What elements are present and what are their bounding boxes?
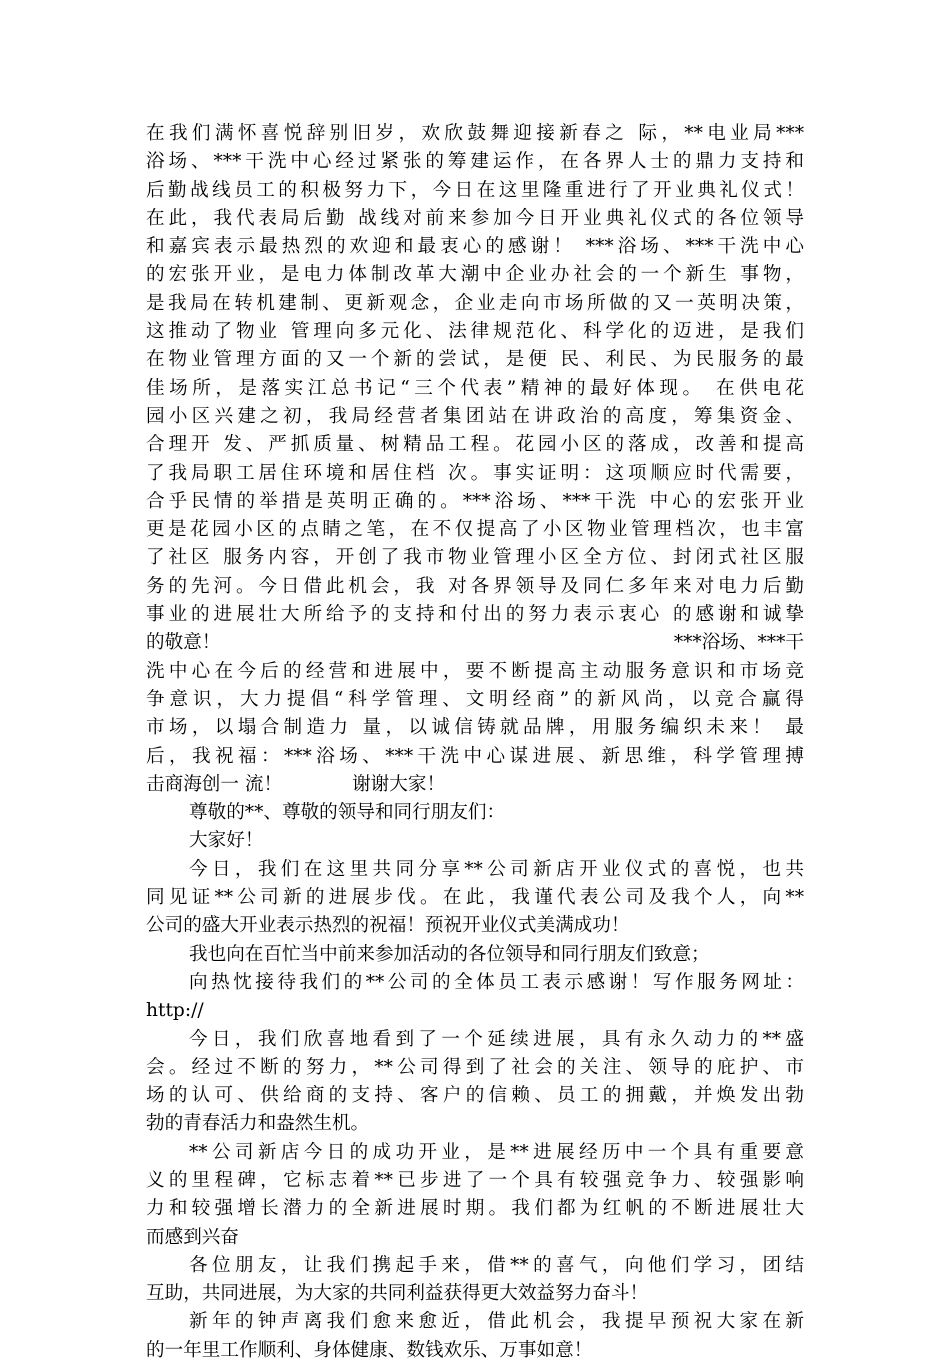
- text-line: 更是花园小区的点睛之笔，在不仅提高了小区物业管理档次，也丰富: [146, 519, 804, 541]
- text-line: 我也向在百忙当中前来参加活动的各位领导和同行朋友们致意；: [189, 943, 710, 965]
- paragraph-3: [146, 969, 804, 1026]
- text-line: 勃的青春活力和盎然生机。: [146, 1113, 370, 1135]
- respect-line: [146, 629, 804, 657]
- respect-left-text: 的敬意！: [146, 632, 221, 654]
- text-line: 新年的钟声离我们愈来愈近，借此机会，我提早预祝大家在新: [189, 1311, 804, 1333]
- text-line: 各位朋友，让我们携起手来，借**的喜气，向他们学习，团结: [189, 1254, 804, 1276]
- text-line: 力和较强增长潜力的全新进展时期。我们都为红帆的不断进展壮大: [146, 1198, 804, 1220]
- thanks-text: 谢谢大家！: [352, 773, 446, 795]
- text-line: 的宏张开业，是电力体制改革大潮中企业办社会的一个新生 事物，: [146, 264, 804, 286]
- text-line: **公司新店今日的成功开业，是**进展经历中一个具有重要意: [189, 1141, 804, 1163]
- text-line: 了社区 服务内容，开创了我市物业管理小区全方位、封闭式社区服: [146, 547, 804, 569]
- text-line: 同见证**公司新的进展步伐。在此，我谨代表公司及我个人，向**: [146, 887, 804, 909]
- paragraph-6: [146, 1252, 804, 1309]
- second-speech: [146, 799, 804, 1365]
- text-line: 向热忱接待我们的**公司的全体员工表示感谢！写作服务网址：: [189, 971, 804, 993]
- text-line: 争意识，大力提倡“科学管理、文明经商”的新风尚，以竞合赢得: [146, 688, 804, 710]
- text-line: 互助，共同进展，为大家的共同利益获得更大效益努力奋斗！: [146, 1283, 649, 1305]
- text-line: 义的里程碑，它标志着**已步进了一个具有较强竞争力、较强影响: [146, 1169, 804, 1191]
- text-line: 场的认可、供给商的支持、客户的信赖、员工的拥戴，并焕发出勃: [146, 1085, 804, 1107]
- text-line: 后，我祝福：***浴场、***干洗中心谋进展、新思维，科学管理搏: [146, 745, 804, 767]
- text-line: 这推动了物业 管理向多元化、法律规范化、科学化的迈进，是我们: [146, 321, 804, 343]
- paragraph-7: [146, 1308, 804, 1365]
- paragraph-4: [146, 1026, 804, 1139]
- paragraph-5: [146, 1139, 804, 1252]
- text-line: 事业的进展壮大所给予的支持和付出的努力表示衷心 的感谢和诚挚: [146, 604, 804, 626]
- text-line: 园小区兴建之初，我局经营者集团站在讲政治的高度，筹集资金、: [146, 405, 804, 427]
- text-line: 今日，我们在这里共同分享**公司新店开业仪式的喜悦，也共: [189, 858, 804, 880]
- text-line: 公司的盛大开业表示热烈的祝福！预祝开业仪式美满成功！: [146, 915, 630, 937]
- text-line: 在此，我代表局后勤 战线对前来参加今日开业典礼仪式的各位领导: [146, 207, 804, 229]
- text-line: 会。经过不断的努力，**公司得到了社会的关注、领导的庇护、市: [146, 1056, 804, 1078]
- text-line: 洗中心在今后的经营和进展中，要不断提高主动服务意识和市场竞: [146, 660, 804, 682]
- text-line: 合乎民情的举措是英明正确的。***浴场、***干洗 中心的宏张开业: [146, 490, 804, 512]
- closing-last-left-text: 击商海创一 流！: [146, 773, 283, 795]
- text-line: 在物业管理方面的又一个新的尝试，是便 民、利民、为民服务的最: [146, 349, 804, 371]
- text-line: 市场，以塌合制造力 量，以诚信铸就品牌，用服务编织未来！ 最: [146, 717, 804, 739]
- text-line: 佳场所，是落实江总书记“三个代表”精神的最好体现。 在供电花: [146, 377, 804, 399]
- text-line: 和嘉宾表示最热烈的欢迎和最衷心的感谢！ ***浴场、***干洗中心: [146, 236, 804, 258]
- closing-last-line: [146, 771, 804, 799]
- text-line: 合理开 发、严抓质量、树精品工程。花园小区的落成，改善和提高: [146, 434, 804, 456]
- respect-right-text: ***浴场、***干: [673, 632, 804, 654]
- text-line: 而感到兴奋: [146, 1226, 239, 1248]
- text-line: 务的先河。今日借此机会，我 对各界领导及同仁多年来对电力后勤: [146, 575, 804, 597]
- text-line: 今日，我们欣喜地看到了一个延续进展，具有永久动力的**盛: [189, 1028, 804, 1050]
- text-line: 在我们满怀喜悦辞别旧岁，欢欣鼓舞迎接新春之 际，**电业局***: [146, 123, 804, 144]
- text-line: 是我局在转机建制、更新观念，企业走向市场所做的又一英明决策，: [146, 292, 804, 314]
- document-page: [146, 120, 804, 1365]
- salutation: 尊敬的**、尊敬的领导和同行朋友们：: [189, 802, 506, 824]
- text-line: 浴场、***干洗中心经过紧张的筹建运作，在各界人士的鼎力支持和: [146, 151, 804, 173]
- text-line: 了我局职工居住环境和居住档 次。事实证明：这项顺应时代需要，: [146, 462, 804, 484]
- text-line: 的一年里工作顺利、身体健康、数钱欢乐、万事如意！: [146, 1339, 593, 1361]
- paragraph-2: [146, 941, 804, 969]
- text-line: 后勤战线员工的积极努力下，今日在这里隆重进行了开业典礼仪式！: [146, 179, 804, 201]
- paragraph-1: [146, 856, 804, 941]
- greeting: 大家好！: [189, 830, 264, 852]
- url-text: http://: [146, 1000, 204, 1022]
- intro-paragraph: [146, 120, 804, 799]
